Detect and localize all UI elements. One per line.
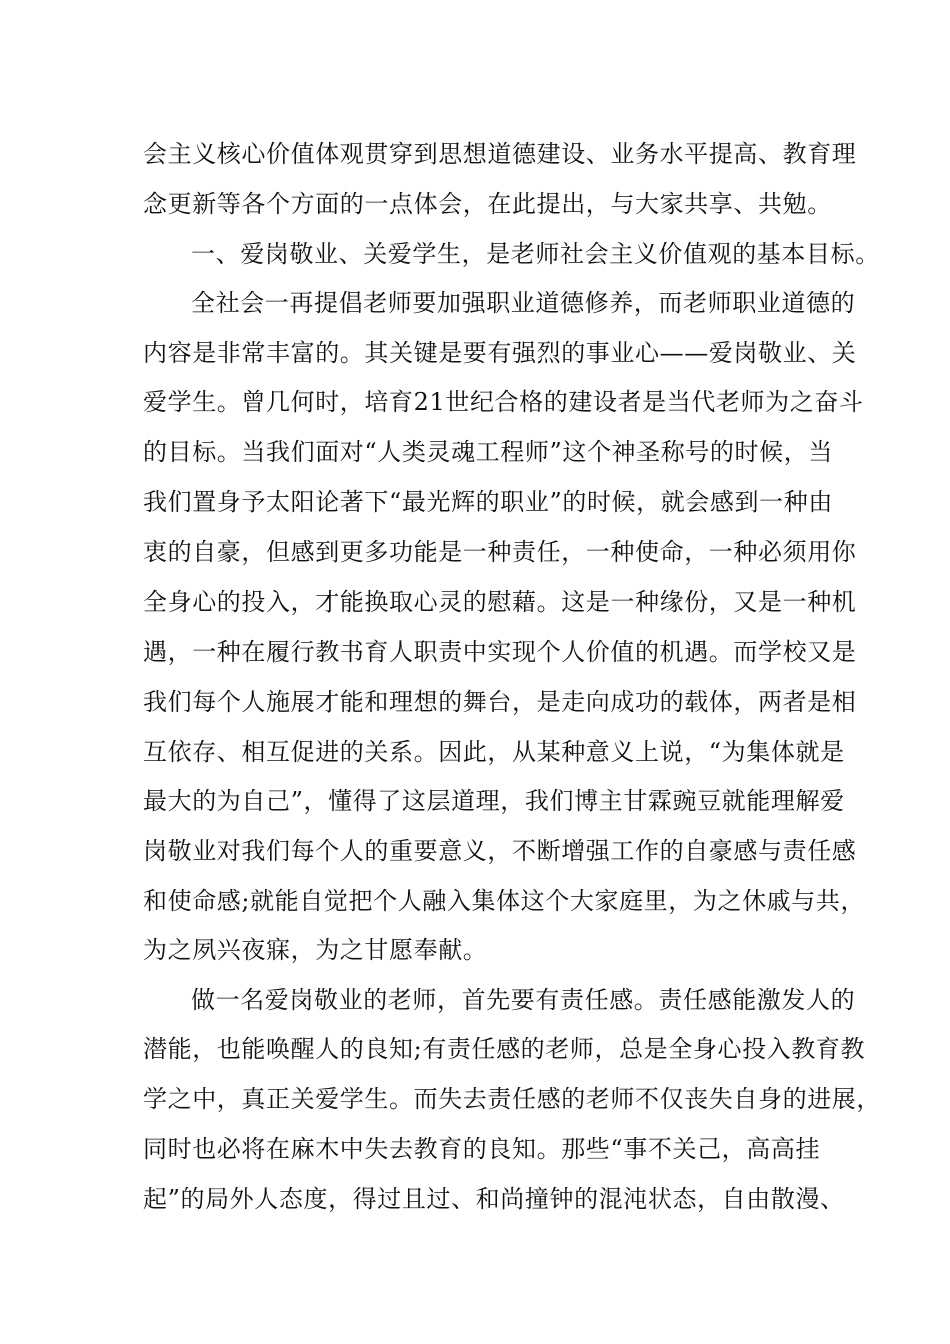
text-line-13: 互依存、相互促进的关系。因此，从某种意义上说，“为集体就是 xyxy=(143,738,845,766)
text-line-18: 做一名爱岗敬业的老师，首先要有责任感。责任感能激发人的 xyxy=(191,986,856,1014)
text-line-14: 最大的为自己”，懂得了这层道理，我们博主甘霖豌豆就能理解爱 xyxy=(143,787,845,815)
text-line-21: 同时也必将在麻木中失去教育的良知。那些“事不关己，高高挂 xyxy=(143,1135,821,1163)
text-line-19: 潜能，也能唤醒人的良知;有责任感的老师，总是全身心投入教育教 xyxy=(143,1035,866,1063)
text-line-22: 起”的局外人态度，得过且过、和尚撞钟的混沌状态，自由散漫、 xyxy=(143,1185,845,1213)
text-line-20: 学之中，真正关爱学生。而失去责任感的老师不仅丧失自身的进展， xyxy=(143,1085,881,1113)
text-line-16: 和使命感;就能自觉把个人融入集体这个大家庭里，为之休戚与共， xyxy=(143,887,866,915)
text-line-9: 衷的自豪，但感到更多功能是一种责任，一种使命，一种必须用你 xyxy=(143,538,857,566)
text-line-11: 遇，一种在履行教书育人职责中实现个人价值的机遇。而学校又是 xyxy=(143,638,857,666)
text-line-15: 岗敬业对我们每个人的重要意义，不断增强工作的自豪感与责任感 xyxy=(143,837,857,865)
text-line-6: 爱学生。曾几何时，培育21世纪合格的建设者是当代老师为之奋斗 xyxy=(143,388,864,416)
text-line-1: 会主义核心价值体观贯穿到思想道德建设、业务水平提高、教育理 xyxy=(143,140,857,168)
text-line-8: 我们置身予太阳论著下“最光辉的职业”的时候，就会感到一种由 xyxy=(143,488,833,516)
text-line-17: 为之夙兴夜寐，为之甘愿奉献。 xyxy=(143,936,488,964)
section-heading: 一、爱岗敬业、关爱学生，是老师社会主义价值观的基本目标。 xyxy=(191,240,880,268)
text-line-2: 念更新等各个方面的一点体会，在此提出，与大家共享、共勉。 xyxy=(143,190,832,218)
text-line-4: 全社会一再提倡老师要加强职业道德修养，而老师职业道德的 xyxy=(191,289,856,317)
text-line-7: 的目标。当我们面对“人类灵魂工程师”这个神圣称号的时候，当 xyxy=(143,438,833,466)
text-line-5: 内容是非常丰富的。其关键是要有强烈的事业心——爱岗敬业、关 xyxy=(143,339,857,367)
text-line-10: 全身心的投入，才能换取心灵的慰藉。这是一种缘份，又是一种机 xyxy=(143,588,857,616)
text-line-12: 我们每个人施展才能和理想的舞台，是走向成功的载体，两者是相 xyxy=(143,688,857,716)
